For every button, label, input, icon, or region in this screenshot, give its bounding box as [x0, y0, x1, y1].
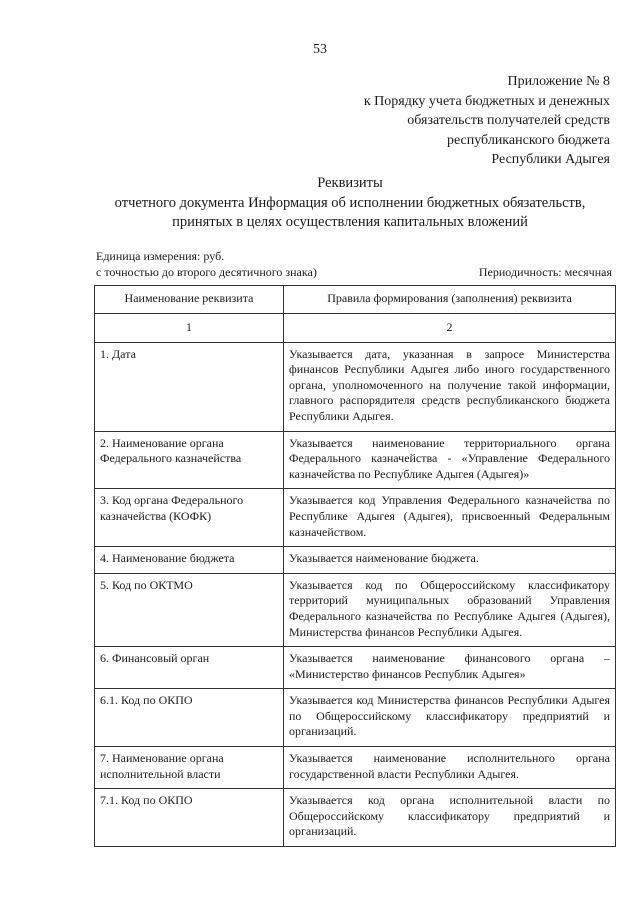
requisite-rule: Указывается код органа исполнительной власти по Общероссийскому классификатору предприятий и организаций. — [284, 789, 616, 847]
requisite-rule: Указывается наименование бюджета. — [284, 547, 616, 574]
units-precision: с точностью до второго десятичного знака) — [96, 265, 317, 279]
units-line: Единица измерения: руб. — [96, 249, 225, 263]
appendix-line: обязательств получателей средств — [407, 113, 610, 128]
table-row — [95, 789, 616, 847]
title-line: отчетного документа Информация об исполнении бюджетных обязательств, — [114, 194, 586, 211]
page-number: 53 — [313, 42, 327, 57]
appendix-line: Приложение № 8 — [507, 74, 610, 89]
requisite-name: 7. Наименование органа исполнительной власти — [95, 747, 284, 789]
appendix-line: Республики Адыгея — [491, 152, 610, 167]
requisite-rule: Указывается код Министерства финансов Республики Адыгея по Общероссийскому классификатору предприятий и организаций. — [284, 689, 616, 747]
appendix-line: республиканского бюджета — [446, 132, 610, 148]
table-header-row — [95, 286, 616, 314]
requisite-rule: Указывается дата, указанная в запросе Министерства финансов Республики Адыгея либо иного государственного органа, уполномоченного на получение такой информации, главного распорядителя средств республиканского бюджета Республики Адыгея. — [284, 342, 616, 431]
requisite-name: 5. Код по ОКТМО — [95, 573, 284, 646]
requisite-rule: Указывается код Управления Федерального казначейства по Республике Адыгея (Адыгея), присвоенный Федеральным казначейством. — [284, 489, 616, 547]
periodicity-label: Периодичность: месячная — [478, 265, 612, 279]
appendix-header — [364, 72, 610, 170]
requisite-name: 6.1. Код по ОКПО — [95, 689, 284, 747]
units-block — [96, 248, 317, 280]
appendix-line: к Порядку учета бюджетных и денежных — [363, 93, 610, 109]
table-row — [95, 431, 616, 489]
table-row — [95, 689, 616, 747]
column-number: 2 — [284, 314, 616, 343]
column-number: 1 — [95, 314, 284, 343]
header-cell-name: Наименование реквизита — [95, 286, 284, 314]
requisite-rule: Указывается наименование исполнительного органа государственной власти Республики Адыгея. — [284, 747, 616, 789]
table-row — [95, 342, 616, 431]
document-title — [60, 174, 640, 233]
requisite-name: 7.1. Код по ОКПО — [95, 789, 284, 847]
requisite-name: 6. Финансовый орган — [95, 647, 284, 689]
title-line: принятых в целях осуществления капитальных вложений — [172, 214, 528, 230]
requisite-rule: Указывается код по Общероссийскому классификатору территорий муниципальных образований Управления Федерального казначейства по Республике Адыгея (Адыгея), Министерства финансов Республики Адыгея. — [284, 573, 616, 646]
table-row — [95, 647, 616, 689]
table-row — [95, 547, 616, 574]
requisite-name: 4. Наименование бюджета — [95, 547, 284, 574]
table-row — [95, 489, 616, 547]
table-row — [95, 747, 616, 789]
title-line: Реквизиты — [317, 175, 383, 191]
requisite-rule: Указывается наименование территориального органа Федерального казначейства - «Управление Федерального казначейства по Республике Адыгея (Адыгея)» — [284, 431, 616, 489]
requisites-table — [94, 285, 616, 847]
header-cell-rule: Правила формирования (заполнения) реквизита — [284, 286, 616, 314]
requisite-name: 3. Код органа Федерального казначейства (КОФК) — [95, 489, 284, 547]
column-number-row — [95, 314, 616, 343]
requisite-rule: Указывается наименование финансового органа – «Министерство финансов Республик Адыгея» — [284, 647, 616, 689]
requisite-name: 2. Наименование органа Федерального казначейства — [95, 431, 284, 489]
requisite-name: 1. Дата — [95, 342, 284, 431]
table-row — [95, 573, 616, 646]
